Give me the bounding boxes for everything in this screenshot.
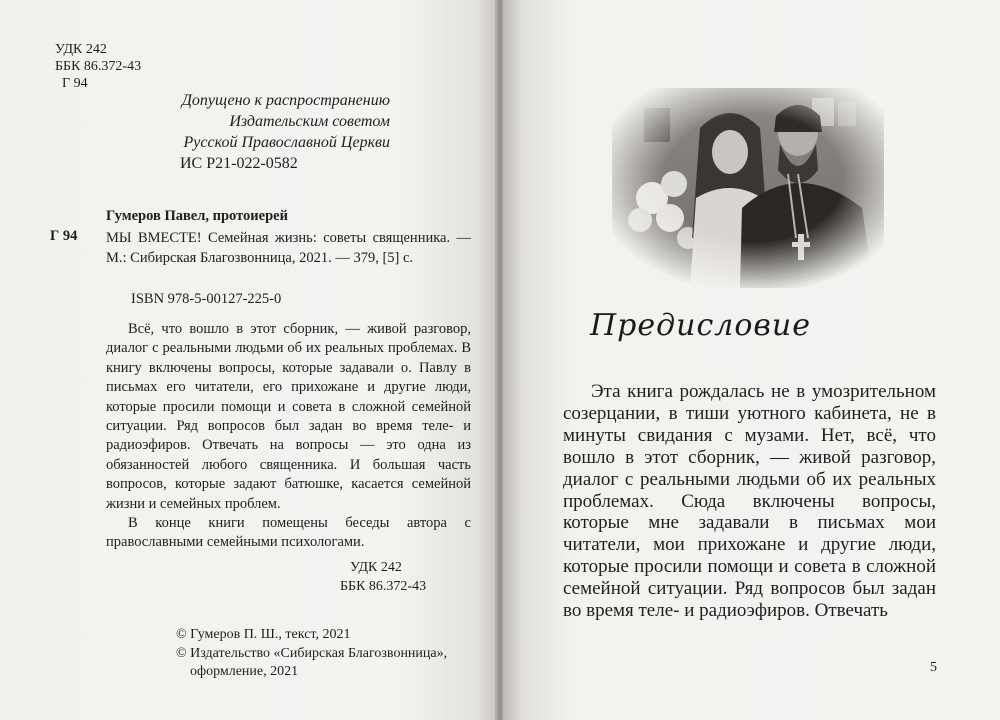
approval-line: Издательским советом [229,113,390,130]
preface-text [563,381,936,622]
copyright-line: © Гумеров П. Ш., текст, 2021 [176,627,351,642]
page-number: 5 [930,660,937,675]
classification-bottom [340,558,455,596]
approval-line: Русской Православной Церкви [183,134,390,151]
annotation-paragraph: Всё, что вошло в этот сборник, — живой разговор, диалог с реальными людьми об их реальных проблемах. В книгу включены вопросы, которые задавали о. Павлу в письмах его читатели, его прихожане и другие люди, которые просили помощи и совета в сложной семейной ситуации. Ряд вопросов был задан во время теле- и радиоэфиров. Отвечать на вопросы — это одна из обязанностей любого священника. И большая часть вопросов, которые задают батюшке, касается семейной жизни и семейных проблем. [106,321,471,512]
portrait-photo [612,88,884,288]
copyright-line: оформление, 2021 [190,664,299,679]
isbn: ISBN 978-5-00127-225-0 [131,291,282,307]
copyright-block [176,626,447,682]
author-heading: Гумеров Павел, протоиерей [106,208,288,224]
left-page [0,0,497,720]
annotation-paragraph: В конце книги помещены беседы автора с православными семейными психологами. [106,515,471,551]
approval-stamp [120,90,390,153]
udc-code-bottom: УДК 242 [350,560,402,575]
bbk-code-bottom: ББК 86.372-43 [340,579,427,594]
preface-paragraph: Эта книга рождалась не в умозрительном созерцании, в тиши уютного кабинета, не в минуты свидания с музами. Нет, всё, что вошло в этот сборник, — живой разговор, диалог с реальными людьми об их реальных проблемах. Сюда включены вопросы, которые мне задавали в письмах мои читатели, мои прихожане и другие люди, которые просили помощи и совета в сложной семейной ситуации. Ряд вопросов был задан во время теле- и радиоэфиров. Отвечать [563,381,936,622]
approval-line: Допущено к распространению [181,92,390,109]
author-mark-top: Г 94 [62,76,88,91]
portrait-photo-icon [612,88,884,288]
annotation [106,320,471,553]
bbk-code: ББК 86.372-43 [55,59,142,74]
udc-code: УДК 242 [55,42,107,57]
approval-number: ИС Р21-022-0582 [180,155,298,172]
copyright-line: © Издательство «Сибирская Благозвонница», [176,645,448,661]
section-heading: Предисловие [590,308,811,343]
author-mark: Г 94 [50,228,78,244]
title-record: МЫ ВМЕСТЕ! Семейная жизнь: советы священника. — М.: Сибирская Благозвонница, 2021. — 379, [5] с. [106,230,471,266]
